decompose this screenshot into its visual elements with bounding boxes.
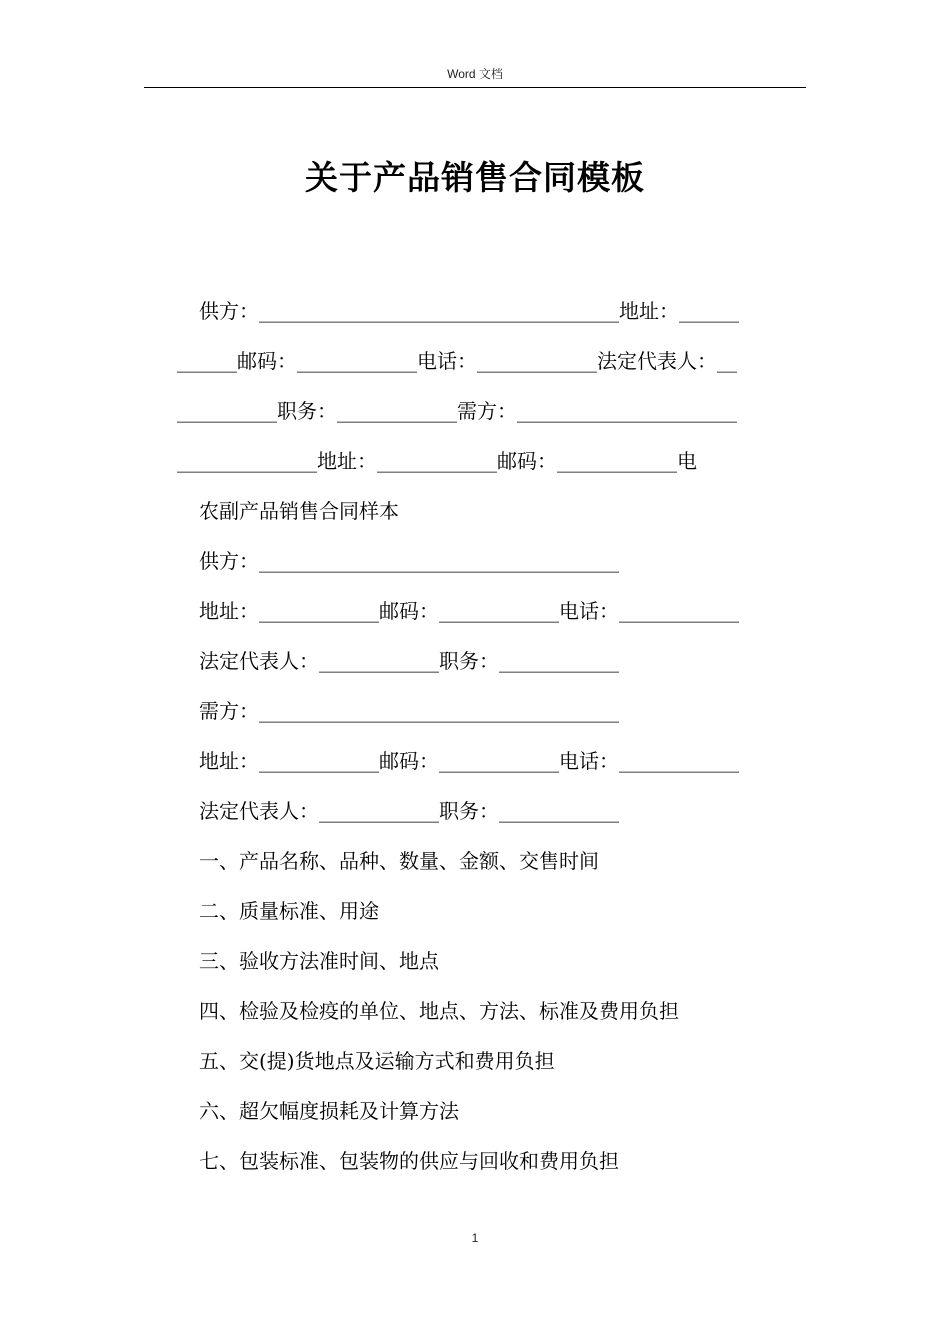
- supplier-postcode-line: ______邮码：____________电话：____________法定代表人：__: [177, 349, 737, 373]
- clause-4: 四、检验及检疫的单位、地点、方法、标准及费用负担: [199, 999, 679, 1023]
- page-number: 1: [471, 1231, 479, 1245]
- buyer-address-line: ______________地址：____________邮码：____________电: [177, 449, 697, 473]
- clause-6: 六、超欠幅度损耗及计算方法: [199, 1099, 459, 1123]
- sample-heading: 农副产品销售合同样本: [199, 499, 399, 523]
- sample-supplier-line: 供方：____________________________________: [199, 549, 619, 573]
- supplier-title-buyer-line: __________职务：____________需方：______________________: [177, 399, 737, 423]
- supplier-line: 供方：____________________________________地址：______: [199, 299, 739, 323]
- clause-3: 三、验收方法准时间、地点: [199, 949, 439, 973]
- clause-7: 七、包装标准、包装物的供应与回收和费用负担: [199, 1149, 619, 1173]
- clause-2: 二、质量标准、用途: [199, 899, 379, 923]
- clause-1: 一、产品名称、品种、数量、金额、交售时间: [199, 849, 599, 873]
- sample-buyer-address-line: 地址：____________邮码：____________电话：____________: [199, 749, 739, 773]
- sample-buyer-representative-line: 法定代表人：____________职务：____________: [199, 799, 619, 823]
- document-body: [177, 286, 803, 1186]
- document-title: 关于产品销售合同模板: [305, 158, 645, 197]
- sample-supplier-representative-line: 法定代表人：____________职务：____________: [199, 649, 619, 673]
- sample-buyer-line: 需方：____________________________________: [199, 699, 619, 723]
- page-header-label: Word 文档: [447, 67, 503, 81]
- header-rule: [144, 87, 806, 88]
- clause-5: 五、交(提)货地点及运输方式和费用负担: [199, 1049, 555, 1073]
- sample-supplier-address-line: 地址：____________邮码：____________电话：____________: [199, 599, 739, 623]
